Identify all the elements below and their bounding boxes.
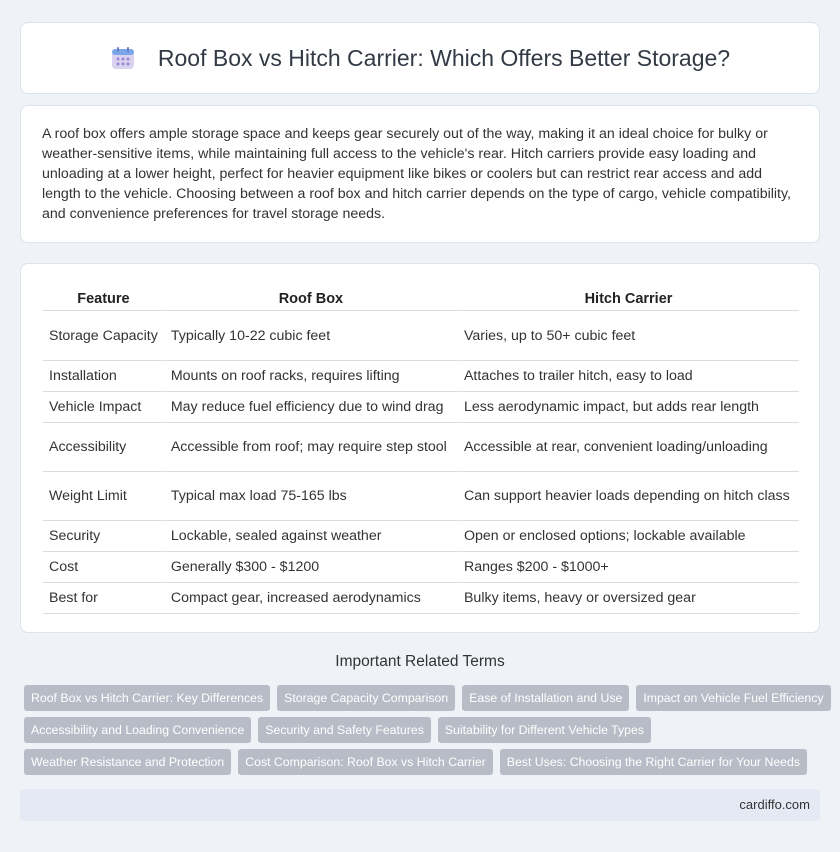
tag-row [24, 749, 824, 775]
cell-hitch-carrier: Varies, up to 50+ cubic feet [457, 311, 799, 361]
related-term-tag[interactable]: Storage Capacity Comparison [277, 685, 455, 711]
intro-text: A roof box offers ample storage space and keeps gear securely out of the way, making it an ideal choice for bulky or weather-sensitive items, while maintaining full access to the vehicle's rear. Hitch carriers provide easy loading and unloading at a lower height, perfect for heavier equipment like bikes or coolers but can restrict rear access and add length to the vehicle. Choosing between a roof box and hitch carrier depends on the type of cargo, vehicle compatibility, and convenience preferences for travel storage needs. [42, 126, 791, 222]
cell-roof-box: Lockable, sealed against weather [164, 521, 457, 552]
page-title: Roof Box vs Hitch Carrier: Which Offers Better Storage? [157, 44, 731, 71]
footer [20, 789, 820, 821]
tag-row [24, 717, 824, 743]
cell-hitch-carrier: Less aerodynamic impact, but adds rear length [457, 392, 799, 423]
cell-feature: Vehicle Impact [43, 392, 164, 423]
cell-feature: Storage Capacity [43, 311, 164, 361]
cell-feature: Installation [43, 361, 164, 392]
related-term-tag[interactable]: Cost Comparison: Roof Box vs Hitch Carrier [238, 749, 493, 775]
intro-card [20, 105, 820, 243]
related-terms-tags [24, 685, 824, 781]
cell-roof-box: Accessible from roof; may require step stool [164, 423, 457, 472]
cell-feature: Cost [43, 552, 164, 583]
calendar-icon [110, 45, 136, 71]
related-term-tag[interactable]: Impact on Vehicle Fuel Efficiency [636, 685, 830, 711]
related-terms-title: Important Related Terms [335, 653, 505, 670]
cell-roof-box: Compact gear, increased aerodynamics [164, 583, 457, 614]
cell-roof-box: Mounts on roof racks, requires lifting [164, 361, 457, 392]
comparison-table [43, 284, 799, 614]
cell-feature: Security [43, 521, 164, 552]
table-header-row [43, 284, 799, 311]
cell-feature: Accessibility [43, 423, 164, 472]
cell-hitch-carrier: Open or enclosed options; lockable available [457, 521, 799, 552]
related-term-tag[interactable]: Roof Box vs Hitch Carrier: Key Differences [24, 685, 270, 711]
cell-feature: Weight Limit [43, 472, 164, 521]
table-row [43, 552, 799, 583]
table-row [43, 361, 799, 392]
cell-hitch-carrier: Bulky items, heavy or oversized gear [457, 583, 799, 614]
table-row [43, 583, 799, 614]
cell-hitch-carrier: Ranges $200 - $1000+ [457, 552, 799, 583]
column-header-hitch-carrier: Hitch Carrier [457, 284, 799, 311]
related-term-tag[interactable]: Security and Safety Features [258, 717, 431, 743]
related-term-tag[interactable]: Accessibility and Loading Convenience [24, 717, 251, 743]
cell-hitch-carrier: Attaches to trailer hitch, easy to load [457, 361, 799, 392]
table-row [43, 472, 799, 521]
column-header-roof-box: Roof Box [164, 284, 457, 311]
tag-row [24, 685, 824, 711]
cell-roof-box: May reduce fuel efficiency due to wind drag [164, 392, 457, 423]
cell-roof-box: Typical max load 75-165 lbs [164, 472, 457, 521]
footer-site-name[interactable]: cardiffo.com [739, 797, 810, 812]
cell-hitch-carrier: Can support heavier loads depending on hitch class [457, 472, 799, 521]
related-term-tag[interactable]: Ease of Installation and Use [462, 685, 629, 711]
table-row [43, 392, 799, 423]
cell-feature: Best for [43, 583, 164, 614]
column-header-feature: Feature [43, 284, 164, 311]
cell-hitch-carrier: Accessible at rear, convenient loading/unloading [457, 423, 799, 472]
table-row [43, 423, 799, 472]
table-row [43, 521, 799, 552]
related-term-tag[interactable]: Suitability for Different Vehicle Types [438, 717, 651, 743]
cell-roof-box: Typically 10-22 cubic feet [164, 311, 457, 361]
related-term-tag[interactable]: Weather Resistance and Protection [24, 749, 231, 775]
related-term-tag[interactable]: Best Uses: Choosing the Right Carrier for Your Needs [500, 749, 807, 775]
cell-roof-box: Generally $300 - $1200 [164, 552, 457, 583]
table-row [43, 311, 799, 361]
comparison-table-card [20, 263, 820, 633]
header-card [20, 22, 820, 94]
